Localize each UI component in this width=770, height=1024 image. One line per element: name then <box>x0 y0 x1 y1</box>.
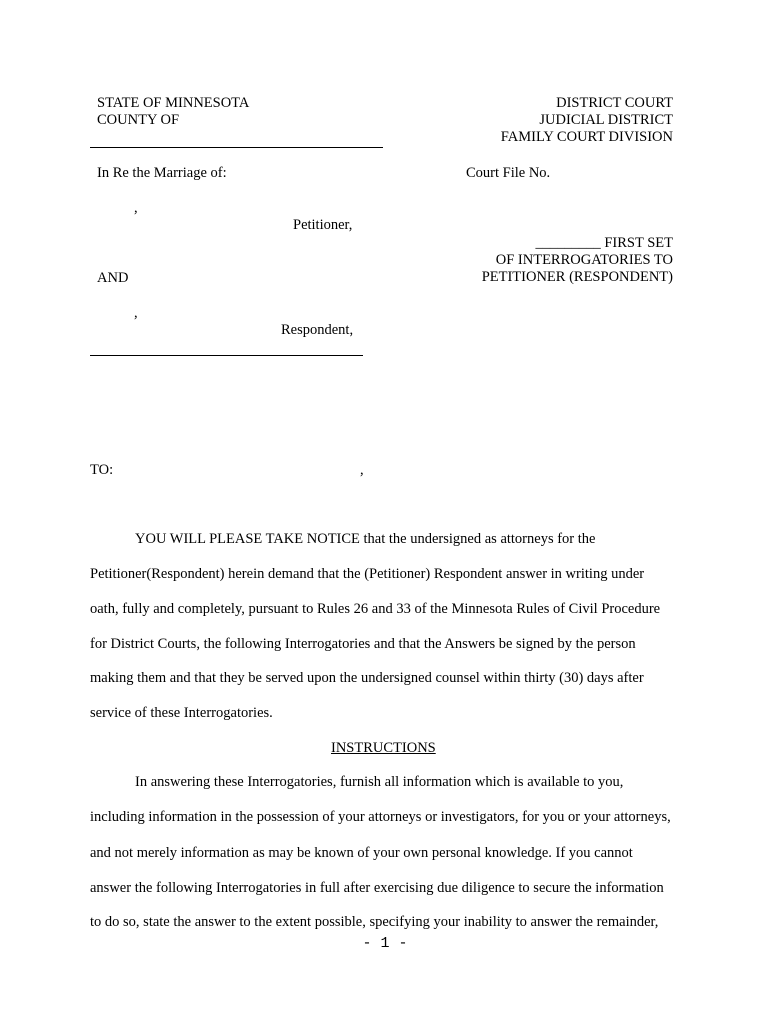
county-underline <box>90 147 383 148</box>
notice-line: making them and that they be served upon the undersigned counsel within thirty (30) days after <box>90 670 644 686</box>
instructions-line: to do so, state the answer to the extent possible, specifying your inability to answer the remainder, <box>90 914 659 930</box>
title-line-1: _________ FIRST SET <box>535 235 673 251</box>
instructions-line: answer the following Interrogatories in full after exercising due diligence to secure the information <box>90 880 664 896</box>
instructions-heading: INSTRUCTIONS <box>331 740 436 756</box>
notice-line: oath, fully and completely, pursuant to Rules 26 and 33 of the Minnesota Rules of Civil Procedure <box>90 601 661 617</box>
petitioner-label: Petitioner, <box>293 217 353 233</box>
district-label: JUDICIAL DISTRICT <box>539 112 673 128</box>
state-label: STATE OF MINNESOTA <box>97 95 250 111</box>
title-line-3: PETITIONER (RESPONDENT) <box>481 269 673 285</box>
notice-line: for District Courts, the following Interrogatories and that the Answers be signed by the person <box>90 636 636 652</box>
instructions-line: In answering these Interrogatories, furnish all information which is available to you, <box>135 774 624 790</box>
notice-line: YOU WILL PLEASE TAKE NOTICE that the undersigned as attorneys for the <box>135 531 596 547</box>
in-re-label: In Re the Marriage of: <box>97 165 227 181</box>
county-label: COUNTY OF <box>97 112 180 128</box>
notice-line: service of these Interrogatories. <box>90 705 273 721</box>
respondent-name-comma: , <box>134 305 138 321</box>
and-label: AND <box>97 270 129 286</box>
respondent-label: Respondent, <box>281 322 354 338</box>
page-number: - 1 - <box>362 935 408 952</box>
court-label: DISTRICT COURT <box>556 95 673 111</box>
instructions-line: and not merely information as may be known of your own personal knowledge. If you cannot <box>90 845 633 861</box>
to-label: TO: <box>90 462 114 478</box>
notice-line: Petitioner(Respondent) herein demand that the (Petitioner) Respondent answer in writing under <box>90 566 645 582</box>
court-file-label: Court File No. <box>466 165 551 181</box>
to-comma: , <box>360 462 364 478</box>
division-label: FAMILY COURT DIVISION <box>500 129 673 145</box>
title-line-2: OF INTERROGATORIES TO <box>495 252 673 268</box>
caption-underline <box>90 355 363 356</box>
instructions-line: including information in the possession of your attorneys or investigators, for you or your attorneys, <box>90 809 671 825</box>
petitioner-name-comma: , <box>134 200 138 216</box>
